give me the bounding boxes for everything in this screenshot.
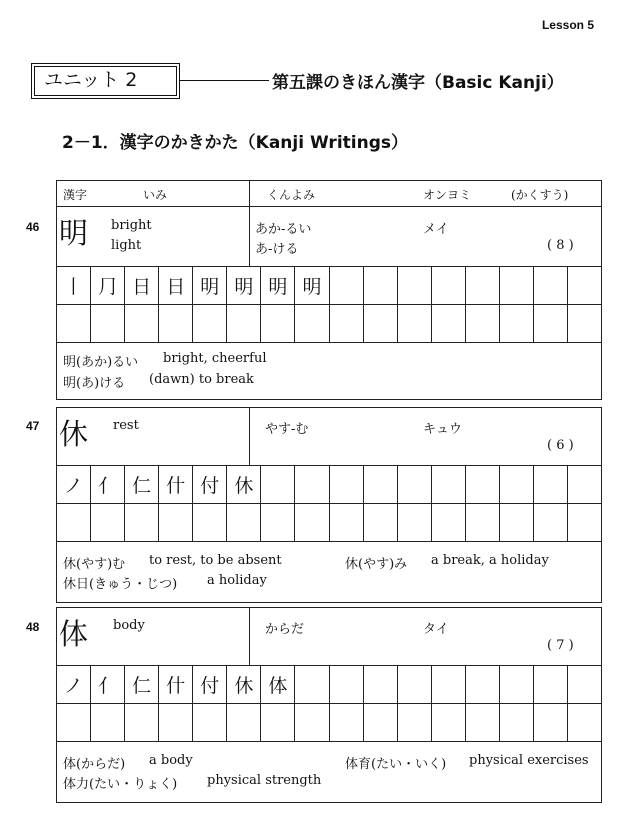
stroke-cell: 明: [261, 267, 295, 304]
stroke-cell: 日: [159, 267, 193, 304]
kanji-table-46: [56, 180, 602, 400]
practice-cell: [91, 704, 125, 741]
practice-cell: [193, 704, 227, 741]
example-gloss: bright, cheerful: [163, 351, 267, 366]
on-reading: メイ: [423, 222, 449, 237]
practice-cell: [568, 305, 601, 342]
practice-cell: [500, 466, 534, 503]
practice-cell: [295, 704, 329, 741]
practice-cell: [261, 305, 295, 342]
stroke-count: ( 6 ): [547, 438, 574, 453]
example-gloss: a holiday: [207, 573, 267, 588]
kun-reading-1: やす-む: [265, 422, 309, 437]
practice-cell: [364, 704, 398, 741]
practice-cell: [568, 504, 601, 541]
practice-cell: [193, 305, 227, 342]
example-word: 体力(たい・りょく): [63, 777, 178, 792]
practice-cell: [364, 305, 398, 342]
example-word: 明(あ)ける: [63, 376, 126, 391]
meaning-1: rest: [113, 418, 139, 433]
practice-cell: [57, 504, 91, 541]
stroke-order-row: [57, 267, 601, 305]
stroke-cell: 丨: [57, 267, 91, 304]
example-gloss: a body: [149, 753, 193, 768]
practice-cell: [364, 666, 398, 703]
practice-cell: [534, 267, 568, 304]
stroke-cell: 仁: [125, 466, 159, 503]
stroke-cell: 付: [193, 466, 227, 503]
table-header: [57, 181, 601, 207]
example-gloss: to rest, to be absent: [149, 553, 282, 568]
practice-row: [57, 704, 601, 742]
practice-cell: [398, 466, 432, 503]
example-word: 休(やす)む: [63, 557, 126, 572]
example-gloss: (dawn) to break: [149, 372, 254, 387]
stroke-cell: 休: [227, 466, 261, 503]
kanji-glyph: 体: [59, 617, 89, 651]
divider: [249, 608, 250, 665]
practice-cell: [159, 305, 193, 342]
practice-cell: [330, 466, 364, 503]
practice-cell: [227, 704, 261, 741]
practice-cell: [534, 666, 568, 703]
header-kunyomi: くんよみ: [267, 188, 316, 202]
divider: [249, 181, 250, 206]
stroke-cell: 什: [159, 466, 193, 503]
header-meaning: いみ: [143, 188, 168, 202]
practice-cell: [500, 704, 534, 741]
practice-cell: [534, 704, 568, 741]
stroke-order-row: [57, 666, 601, 704]
kanji-glyph: 休: [59, 417, 89, 451]
practice-cell: [568, 704, 601, 741]
practice-cell: [432, 267, 466, 304]
practice-cell: [432, 666, 466, 703]
practice-cell: [432, 466, 466, 503]
practice-cell: [568, 466, 601, 503]
practice-row: [57, 504, 601, 542]
stroke-cell: ノ: [57, 466, 91, 503]
example-gloss: physical strength: [207, 773, 322, 788]
practice-cell: [295, 666, 329, 703]
example-word: 休(やす)み: [345, 557, 408, 572]
example-gloss: a break, a holiday: [431, 553, 549, 568]
unit-label-box: ユニット 2: [34, 66, 177, 96]
practice-cell: [500, 504, 534, 541]
practice-cell: [364, 504, 398, 541]
practice-cell: [500, 305, 534, 342]
stroke-cell: ⺆: [91, 267, 125, 304]
section-title: 2－1．漢字のかきかた（Kanji Writings）: [62, 133, 408, 153]
kun-reading-1: からだ: [265, 622, 305, 637]
practice-cell: [398, 504, 432, 541]
practice-cell: [125, 504, 159, 541]
practice-cell: [261, 504, 295, 541]
practice-cell: [125, 704, 159, 741]
practice-cell: [330, 704, 364, 741]
example-gloss: physical exercises: [469, 753, 589, 768]
on-reading: タイ: [423, 622, 449, 637]
header-onyomi: オンヨミ: [423, 188, 472, 202]
practice-cell: [466, 267, 500, 304]
practice-cell: [398, 704, 432, 741]
lesson-label: Lesson 5: [541, 18, 594, 32]
stroke-count: ( 8 ): [547, 238, 574, 253]
divider: [249, 408, 250, 465]
kun-reading-2: あ-ける: [255, 242, 299, 257]
examples-row: [57, 742, 601, 802]
practice-cell: [568, 666, 601, 703]
practice-cell: [398, 267, 432, 304]
practice-cell: [398, 305, 432, 342]
stroke-count: ( 7 ): [547, 638, 574, 653]
on-reading: キュウ: [423, 422, 463, 437]
kanji-info-row: [57, 608, 601, 666]
divider: [249, 207, 250, 266]
stroke-cell: 亻: [91, 466, 125, 503]
stroke-cell: 付: [193, 666, 227, 703]
practice-cell: [330, 666, 364, 703]
practice-cell: [159, 704, 193, 741]
entry-number-46: 46: [26, 220, 40, 234]
practice-cell: [227, 504, 261, 541]
kanji-glyph: 明: [59, 216, 89, 250]
stroke-cell: 明: [227, 267, 261, 304]
stroke-cell: ノ: [57, 666, 91, 703]
practice-cell: [432, 704, 466, 741]
kun-reading-1: あか-るい: [255, 222, 312, 237]
practice-row: [57, 305, 601, 343]
header-strokes: (かくすう): [511, 188, 569, 202]
practice-cell: [261, 466, 295, 503]
stroke-cell: 明: [295, 267, 329, 304]
practice-cell: [159, 504, 193, 541]
practice-cell: [500, 267, 534, 304]
unit-title: 第五課のきほん漢字（Basic Kanji）: [272, 73, 564, 93]
practice-cell: [534, 305, 568, 342]
practice-cell: [500, 666, 534, 703]
example-word: 体(からだ): [63, 757, 126, 772]
practice-cell: [295, 305, 329, 342]
practice-cell: [534, 504, 568, 541]
stroke-cell: 休: [227, 666, 261, 703]
practice-cell: [193, 504, 227, 541]
practice-cell: [466, 305, 500, 342]
practice-cell: [534, 466, 568, 503]
stroke-cell: 体: [261, 666, 295, 703]
kanji-info-row: [57, 207, 601, 267]
stroke-order-row: [57, 466, 601, 504]
practice-cell: [295, 466, 329, 503]
example-word: 休日(きゅう・じつ): [63, 577, 178, 592]
practice-cell: [432, 504, 466, 541]
practice-cell: [91, 305, 125, 342]
stroke-cell: 亻: [91, 666, 125, 703]
meaning-2: light: [111, 238, 142, 253]
entry-number-48: 48: [26, 620, 40, 634]
practice-cell: [466, 466, 500, 503]
kanji-table-47: [56, 407, 602, 603]
practice-cell: [364, 466, 398, 503]
practice-cell: [330, 504, 364, 541]
unit-connector-line: [179, 80, 269, 81]
example-word: 明(あか)るい: [63, 355, 139, 370]
meaning-1: body: [113, 618, 145, 633]
practice-cell: [261, 704, 295, 741]
practice-cell: [125, 305, 159, 342]
examples-row: [57, 542, 601, 602]
practice-cell: [398, 666, 432, 703]
practice-cell: [466, 504, 500, 541]
kanji-table-48: [56, 607, 602, 803]
practice-cell: [568, 267, 601, 304]
stroke-cell: 什: [159, 666, 193, 703]
practice-cell: [364, 267, 398, 304]
practice-cell: [57, 704, 91, 741]
stroke-cell: 明: [193, 267, 227, 304]
entry-number-47: 47: [26, 419, 40, 433]
practice-cell: [466, 666, 500, 703]
stroke-cell: 仁: [125, 666, 159, 703]
practice-cell: [466, 704, 500, 741]
examples-row: [57, 343, 601, 399]
example-word: 体育(たい・いく): [345, 757, 447, 772]
practice-cell: [432, 305, 466, 342]
practice-cell: [57, 305, 91, 342]
meaning-1: bright: [111, 218, 152, 233]
practice-cell: [330, 305, 364, 342]
practice-cell: [91, 504, 125, 541]
practice-cell: [330, 267, 364, 304]
header-kanji: 漢字: [63, 188, 88, 202]
stroke-cell: 日: [125, 267, 159, 304]
kanji-info-row: [57, 408, 601, 466]
practice-cell: [295, 504, 329, 541]
practice-cell: [227, 305, 261, 342]
